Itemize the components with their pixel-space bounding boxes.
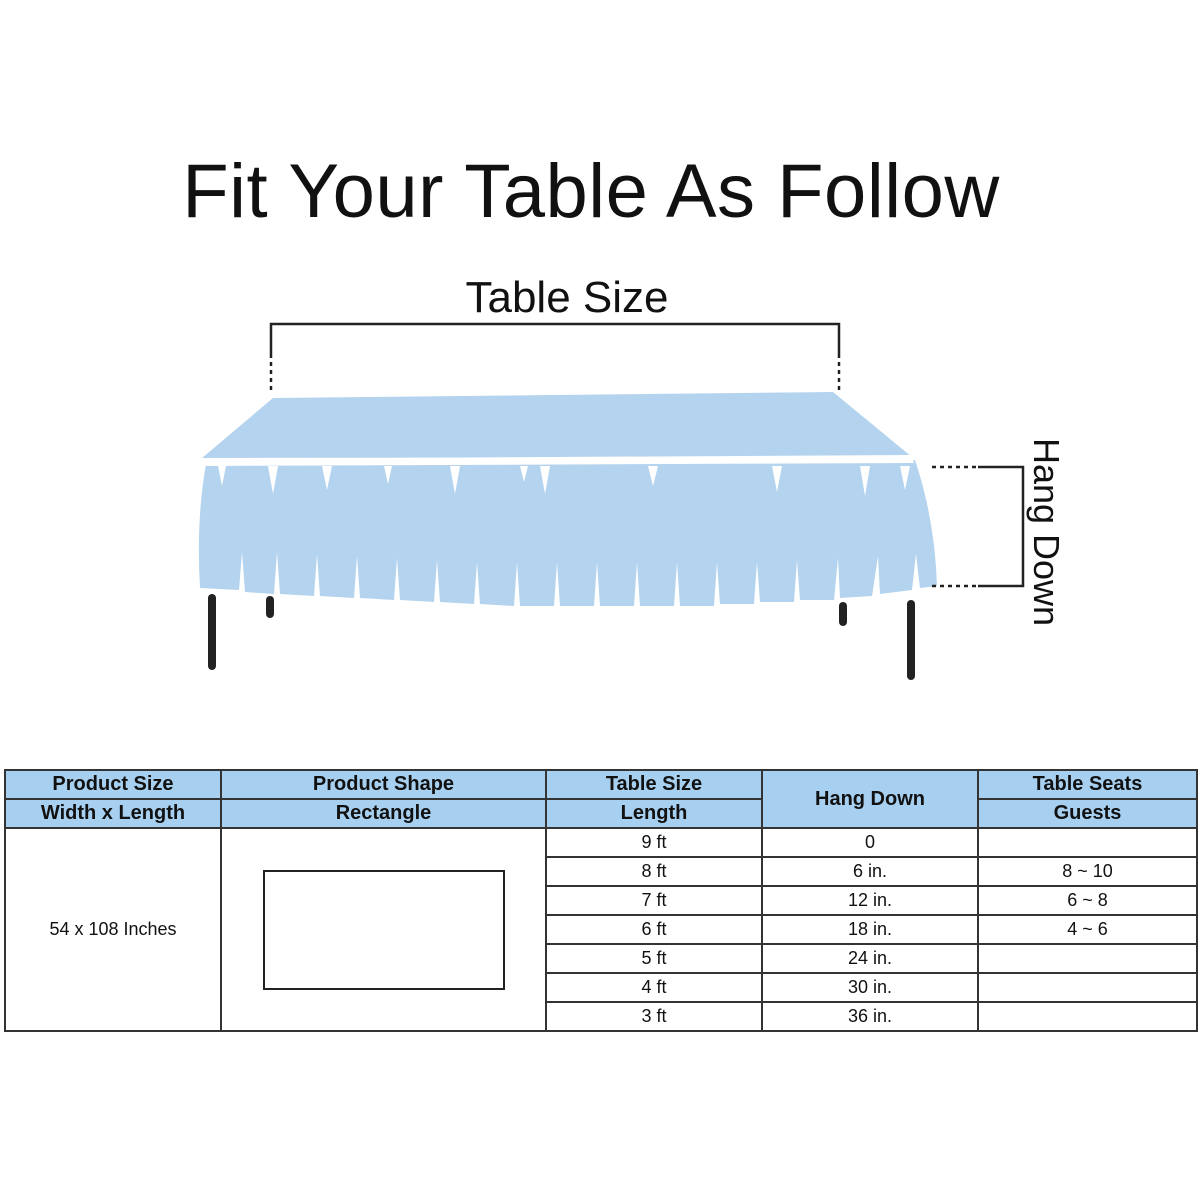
page-title: Fit Your Table As Follow xyxy=(182,149,1000,234)
row-length: 3 ft xyxy=(546,1002,762,1031)
row-hang: 30 in. xyxy=(762,973,978,1002)
subheader-width-length: Width x Length xyxy=(5,799,221,828)
header-product-size: Product Size xyxy=(5,770,221,799)
subheader-row xyxy=(5,799,1197,828)
subheader-length: Length xyxy=(546,799,762,828)
header-table-size: Table Size xyxy=(546,770,762,799)
row-guests xyxy=(978,828,1197,857)
row-guests xyxy=(978,973,1197,1002)
row-hang: 0 xyxy=(762,828,978,857)
row-guests xyxy=(978,944,1197,973)
header-hang-down: Hang Down xyxy=(762,770,978,828)
row-guests: 4 ~ 6 xyxy=(978,915,1197,944)
row-length: 5 ft xyxy=(546,944,762,973)
tablecloth-skirt xyxy=(199,460,937,606)
product-shape-cell xyxy=(221,828,546,1031)
header-product-shape: Product Shape xyxy=(221,770,546,799)
header-row xyxy=(5,770,1197,799)
table-size-label: Table Size xyxy=(465,273,669,322)
table-row xyxy=(5,828,1197,857)
row-hang: 6 in. xyxy=(762,857,978,886)
hang-down-label: Hang Down xyxy=(1026,437,1067,627)
product-size-value: 54 x 108 Inches xyxy=(5,828,221,1031)
row-guests xyxy=(978,1002,1197,1031)
subheader-rectangle: Rectangle xyxy=(221,799,546,828)
table-size-bracket xyxy=(271,324,839,392)
row-hang: 18 in. xyxy=(762,915,978,944)
row-length: 7 ft xyxy=(546,886,762,915)
table-legs xyxy=(212,598,911,676)
header-table-seats: Table Seats xyxy=(978,770,1197,799)
row-hang: 36 in. xyxy=(762,1002,978,1031)
rectangle-shape-icon xyxy=(263,870,505,990)
row-hang: 12 in. xyxy=(762,886,978,915)
hang-down-bracket xyxy=(932,467,1023,586)
size-chart-table xyxy=(4,769,1198,1032)
row-length: 6 ft xyxy=(546,915,762,944)
row-length: 9 ft xyxy=(546,828,762,857)
row-hang: 24 in. xyxy=(762,944,978,973)
tablecloth-top xyxy=(202,392,912,458)
subheader-guests: Guests xyxy=(978,799,1197,828)
row-guests: 8 ~ 10 xyxy=(978,857,1197,886)
row-length: 8 ft xyxy=(546,857,762,886)
row-guests: 6 ~ 8 xyxy=(978,886,1197,915)
row-length: 4 ft xyxy=(546,973,762,1002)
